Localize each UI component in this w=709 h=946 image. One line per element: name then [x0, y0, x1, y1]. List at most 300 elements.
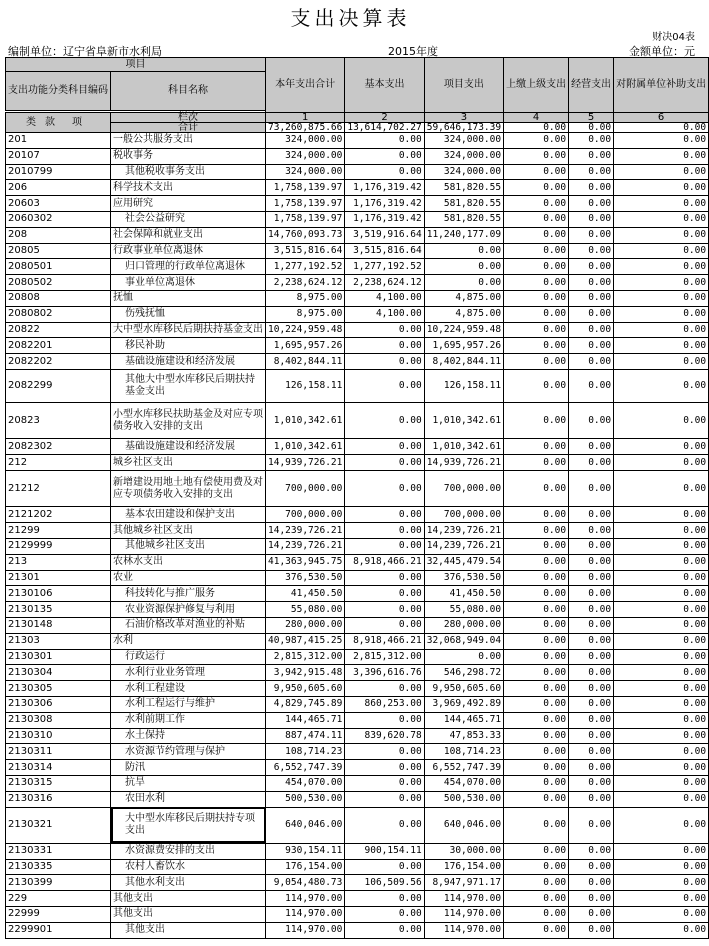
row-value-col5[interactable]: 0.00: [569, 369, 614, 402]
row-value-col1[interactable]: 114,970.00: [266, 891, 345, 907]
row-value-col4[interactable]: 0.00: [504, 712, 569, 728]
row-value-col3[interactable]: 640,046.00: [424, 807, 503, 843]
row-name-cell[interactable]: 农业: [111, 570, 266, 586]
row-code-cell[interactable]: 2130306: [6, 696, 111, 712]
row-value-col1[interactable]: 126,158.11: [266, 369, 345, 402]
row-value-col1[interactable]: 1,277,192.52: [266, 259, 345, 275]
row-value-col5[interactable]: 0.00: [569, 275, 614, 291]
row-value-col1[interactable]: 700,000.00: [266, 471, 345, 507]
row-code-cell[interactable]: 2130331: [6, 843, 111, 859]
header-col2[interactable]: 基本支出: [345, 58, 424, 113]
row-value-col4[interactable]: 0.00: [504, 586, 569, 602]
row-value-col3[interactable]: 0.00: [424, 243, 503, 259]
row-code-cell[interactable]: 2130135: [6, 602, 111, 618]
row-value-col6[interactable]: 0.00: [614, 322, 709, 338]
row-value-col1[interactable]: 41,450.50: [266, 586, 345, 602]
row-value-col1[interactable]: 454,070.00: [266, 775, 345, 791]
total-col2[interactable]: 13,614,702.27: [345, 123, 424, 133]
row-value-col4[interactable]: 0.00: [504, 471, 569, 507]
row-value-col6[interactable]: 0.00: [614, 554, 709, 570]
row-code-cell[interactable]: 2130305: [6, 681, 111, 697]
row-value-col2[interactable]: 0.00: [345, 907, 424, 923]
row-code-cell[interactable]: 208: [6, 227, 111, 243]
row-name-cell[interactable]: 水土保持: [111, 728, 266, 744]
row-value-col6[interactable]: 0.00: [614, 507, 709, 523]
header-subject-name[interactable]: 科目名称: [111, 72, 266, 111]
row-value-col4[interactable]: 0.00: [504, 338, 569, 354]
row-value-col4[interactable]: 0.00: [504, 523, 569, 539]
row-code-cell[interactable]: 21303: [6, 633, 111, 649]
row-name-cell[interactable]: 水资源节约管理与保护: [111, 744, 266, 760]
row-value-col5[interactable]: 0.00: [569, 290, 614, 306]
row-value-col1[interactable]: 6,552,747.39: [266, 760, 345, 776]
row-code-cell[interactable]: 2130316: [6, 791, 111, 807]
row-code-cell[interactable]: 2130301: [6, 649, 111, 665]
row-value-col4[interactable]: 0.00: [504, 133, 569, 149]
row-value-col6[interactable]: 0.00: [614, 354, 709, 370]
row-value-col2[interactable]: 0.00: [345, 922, 424, 938]
row-value-col3[interactable]: 108,714.23: [424, 744, 503, 760]
row-code-cell[interactable]: 21212: [6, 471, 111, 507]
row-value-col4[interactable]: 0.00: [504, 922, 569, 938]
row-value-col1[interactable]: 9,054,480.73: [266, 875, 345, 891]
row-value-col3[interactable]: 0.00: [424, 259, 503, 275]
row-value-col4[interactable]: 0.00: [504, 354, 569, 370]
row-name-cell[interactable]: 城乡社区支出: [111, 455, 266, 471]
row-value-col1[interactable]: 14,239,726.21: [266, 538, 345, 554]
row-value-col2[interactable]: 8,918,466.21: [345, 554, 424, 570]
row-value-col5[interactable]: 0.00: [569, 602, 614, 618]
row-value-col1[interactable]: 324,000.00: [266, 164, 345, 180]
row-name-cell[interactable]: 小型水库移民扶助基金及对应专项债务收入安排的支出: [111, 403, 266, 439]
row-value-col6[interactable]: 0.00: [614, 617, 709, 633]
header-n3[interactable]: 3: [424, 113, 503, 123]
row-value-col6[interactable]: 0.00: [614, 259, 709, 275]
header-col3[interactable]: 项目支出: [424, 58, 503, 113]
header-project[interactable]: 项目: [6, 58, 266, 72]
row-value-col1[interactable]: 1,010,342.61: [266, 403, 345, 439]
row-value-col6[interactable]: 0.00: [614, 907, 709, 923]
row-value-col3[interactable]: 4,875.00: [424, 290, 503, 306]
row-value-col3[interactable]: 454,070.00: [424, 775, 503, 791]
row-value-col3[interactable]: 0.00: [424, 649, 503, 665]
header-col6[interactable]: 对附属单位补助支出: [614, 58, 709, 113]
row-value-col6[interactable]: 0.00: [614, 196, 709, 212]
row-value-col3[interactable]: 144,465.71: [424, 712, 503, 728]
row-value-col3[interactable]: 324,000.00: [424, 148, 503, 164]
row-name-cell[interactable]: 防汛: [111, 760, 266, 776]
row-name-cell[interactable]: 石油价格改革对渔业的补贴: [111, 617, 266, 633]
row-value-col4[interactable]: 0.00: [504, 196, 569, 212]
row-value-col1[interactable]: 4,829,745.89: [266, 696, 345, 712]
row-value-col5[interactable]: 0.00: [569, 148, 614, 164]
row-value-col6[interactable]: 0.00: [614, 728, 709, 744]
row-value-col6[interactable]: 0.00: [614, 148, 709, 164]
row-value-col5[interactable]: 0.00: [569, 354, 614, 370]
row-value-col2[interactable]: 106,509.56: [345, 875, 424, 891]
row-value-col4[interactable]: 0.00: [504, 290, 569, 306]
row-code-cell[interactable]: 2130310: [6, 728, 111, 744]
row-value-col2[interactable]: 4,100.00: [345, 290, 424, 306]
row-name-cell[interactable]: 行政事业单位离退休: [111, 243, 266, 259]
row-value-col1[interactable]: 114,970.00: [266, 922, 345, 938]
row-name-cell[interactable]: 水利工程运行与维护: [111, 696, 266, 712]
row-value-col4[interactable]: 0.00: [504, 681, 569, 697]
row-name-cell[interactable]: 大中型水库移民后期扶持基金支出: [111, 322, 266, 338]
row-name-cell[interactable]: 抚恤: [111, 290, 266, 306]
row-value-col3[interactable]: 324,000.00: [424, 164, 503, 180]
row-value-col3[interactable]: 8,402,844.11: [424, 354, 503, 370]
row-value-col2[interactable]: 0.00: [345, 586, 424, 602]
row-value-col5[interactable]: 0.00: [569, 322, 614, 338]
row-value-col1[interactable]: 324,000.00: [266, 133, 345, 149]
row-value-col6[interactable]: 0.00: [614, 164, 709, 180]
row-value-col5[interactable]: 0.00: [569, 681, 614, 697]
row-value-col6[interactable]: 0.00: [614, 843, 709, 859]
total-col1[interactable]: 73,260,875.66: [266, 123, 345, 133]
row-value-col2[interactable]: 0.00: [345, 523, 424, 539]
row-value-col2[interactable]: 1,176,319.42: [345, 180, 424, 196]
row-value-col4[interactable]: 0.00: [504, 180, 569, 196]
row-value-col2[interactable]: 0.00: [345, 859, 424, 875]
row-name-cell[interactable]: 科学技术支出: [111, 180, 266, 196]
row-value-col2[interactable]: 0.00: [345, 681, 424, 697]
row-name-cell[interactable]: 税收事务: [111, 148, 266, 164]
row-value-col5[interactable]: 0.00: [569, 471, 614, 507]
row-code-cell[interactable]: 2080502: [6, 275, 111, 291]
row-name-cell[interactable]: 基础设施建设和经济发展: [111, 354, 266, 370]
row-value-col5[interactable]: 0.00: [569, 907, 614, 923]
row-value-col1[interactable]: 2,815,312.00: [266, 649, 345, 665]
row-value-col6[interactable]: 0.00: [614, 133, 709, 149]
row-code-cell[interactable]: 2129999: [6, 538, 111, 554]
row-value-col1[interactable]: 144,465.71: [266, 712, 345, 728]
row-name-cell[interactable]: 基础设施建设和经济发展: [111, 439, 266, 455]
row-value-col3[interactable]: 4,875.00: [424, 306, 503, 322]
row-code-cell[interactable]: 2130106: [6, 586, 111, 602]
row-value-col1[interactable]: 700,000.00: [266, 507, 345, 523]
row-value-col3[interactable]: 47,853.33: [424, 728, 503, 744]
row-value-col5[interactable]: 0.00: [569, 791, 614, 807]
row-code-cell[interactable]: 21301: [6, 570, 111, 586]
row-value-col3[interactable]: 14,239,726.21: [424, 538, 503, 554]
row-value-col5[interactable]: 0.00: [569, 180, 614, 196]
row-value-col3[interactable]: 1,010,342.61: [424, 439, 503, 455]
row-value-col4[interactable]: 0.00: [504, 211, 569, 227]
row-name-cell[interactable]: 抗旱: [111, 775, 266, 791]
row-value-col2[interactable]: 0.00: [345, 760, 424, 776]
row-name-cell[interactable]: 基本农田建设和保护支出: [111, 507, 266, 523]
row-value-col6[interactable]: 0.00: [614, 538, 709, 554]
row-value-col3[interactable]: 8,947,971.17: [424, 875, 503, 891]
row-value-col2[interactable]: 1,176,319.42: [345, 211, 424, 227]
row-value-col1[interactable]: 1,758,139.97: [266, 180, 345, 196]
row-value-col2[interactable]: 839,620.78: [345, 728, 424, 744]
row-value-col5[interactable]: 0.00: [569, 554, 614, 570]
row-value-col1[interactable]: 40,987,415.25: [266, 633, 345, 649]
row-name-cell[interactable]: 伤残抚恤: [111, 306, 266, 322]
row-value-col5[interactable]: 0.00: [569, 586, 614, 602]
row-value-col2[interactable]: 0.00: [345, 455, 424, 471]
row-name-cell[interactable]: 大中型水库移民后期扶持专项支出: [111, 807, 266, 843]
row-name-cell[interactable]: 应用研究: [111, 196, 266, 212]
row-value-col5[interactable]: 0.00: [569, 243, 614, 259]
row-name-cell[interactable]: 水利工程建设: [111, 681, 266, 697]
row-value-col2[interactable]: 0.00: [345, 439, 424, 455]
row-value-col1[interactable]: 930,154.11: [266, 843, 345, 859]
row-name-cell[interactable]: 新增建设用地土地有偿使用费及对应专项债务收入安排的支出: [111, 471, 266, 507]
row-code-cell[interactable]: 2130314: [6, 760, 111, 776]
row-code-cell[interactable]: 22999: [6, 907, 111, 923]
row-value-col5[interactable]: 0.00: [569, 338, 614, 354]
row-value-col4[interactable]: 0.00: [504, 859, 569, 875]
row-name-cell[interactable]: 水利前期工作: [111, 712, 266, 728]
row-code-cell[interactable]: 212: [6, 455, 111, 471]
row-name-cell[interactable]: 农田水利: [111, 791, 266, 807]
row-value-col6[interactable]: 0.00: [614, 211, 709, 227]
row-value-col3[interactable]: 126,158.11: [424, 369, 503, 402]
row-code-cell[interactable]: 2010799: [6, 164, 111, 180]
row-code-cell[interactable]: 2082302: [6, 439, 111, 455]
row-value-col2[interactable]: 0.00: [345, 791, 424, 807]
row-value-col4[interactable]: 0.00: [504, 602, 569, 618]
row-code-cell[interactable]: 2130335: [6, 859, 111, 875]
row-value-col4[interactable]: 0.00: [504, 891, 569, 907]
row-value-col5[interactable]: 0.00: [569, 891, 614, 907]
row-value-col5[interactable]: 0.00: [569, 523, 614, 539]
row-value-col4[interactable]: 0.00: [504, 907, 569, 923]
row-value-col1[interactable]: 8,975.00: [266, 306, 345, 322]
row-value-col2[interactable]: 0.00: [345, 538, 424, 554]
row-value-col4[interactable]: 0.00: [504, 649, 569, 665]
row-value-col1[interactable]: 3,942,915.48: [266, 665, 345, 681]
row-code-cell[interactable]: 2060302: [6, 211, 111, 227]
row-code-cell[interactable]: 206: [6, 180, 111, 196]
header-col-row[interactable]: 栏次: [111, 113, 266, 123]
row-value-col1[interactable]: 8,402,844.11: [266, 354, 345, 370]
row-code-cell[interactable]: 20107: [6, 148, 111, 164]
row-value-col5[interactable]: 0.00: [569, 211, 614, 227]
row-value-col2[interactable]: 0.00: [345, 338, 424, 354]
row-value-col4[interactable]: 0.00: [504, 570, 569, 586]
row-value-col1[interactable]: 14,939,726.21: [266, 455, 345, 471]
row-value-col4[interactable]: 0.00: [504, 760, 569, 776]
row-value-col2[interactable]: 0.00: [345, 891, 424, 907]
row-value-col2[interactable]: 0.00: [345, 164, 424, 180]
row-value-col3[interactable]: 324,000.00: [424, 133, 503, 149]
row-code-cell[interactable]: 20805: [6, 243, 111, 259]
row-value-col5[interactable]: 0.00: [569, 259, 614, 275]
row-name-cell[interactable]: 水资源费安排的支出: [111, 843, 266, 859]
row-value-col6[interactable]: 0.00: [614, 275, 709, 291]
row-value-col1[interactable]: 41,363,945.75: [266, 554, 345, 570]
row-value-col6[interactable]: 0.00: [614, 775, 709, 791]
row-value-col6[interactable]: 0.00: [614, 338, 709, 354]
row-value-col1[interactable]: 500,530.00: [266, 791, 345, 807]
row-value-col6[interactable]: 0.00: [614, 891, 709, 907]
row-value-col2[interactable]: 8,918,466.21: [345, 633, 424, 649]
row-name-cell[interactable]: 事业单位离退休: [111, 275, 266, 291]
row-value-col5[interactable]: 0.00: [569, 875, 614, 891]
row-value-col4[interactable]: 0.00: [504, 455, 569, 471]
row-value-col4[interactable]: 0.00: [504, 369, 569, 402]
row-name-cell[interactable]: 归口管理的行政单位离退休: [111, 259, 266, 275]
row-value-col5[interactable]: 0.00: [569, 744, 614, 760]
row-value-col4[interactable]: 0.00: [504, 148, 569, 164]
row-value-col1[interactable]: 376,530.50: [266, 570, 345, 586]
row-name-cell[interactable]: 其他大中型水库移民后期扶持基金支出: [111, 369, 266, 402]
row-value-col1[interactable]: 176,154.00: [266, 859, 345, 875]
header-col4[interactable]: 上缴上级支出: [504, 58, 569, 113]
row-value-col5[interactable]: 0.00: [569, 538, 614, 554]
row-value-col5[interactable]: 0.00: [569, 227, 614, 243]
row-value-col6[interactable]: 0.00: [614, 369, 709, 402]
row-value-col4[interactable]: 0.00: [504, 275, 569, 291]
row-value-col1[interactable]: 10,224,959.48: [266, 322, 345, 338]
row-value-col6[interactable]: 0.00: [614, 649, 709, 665]
row-value-col6[interactable]: 0.00: [614, 403, 709, 439]
row-code-cell[interactable]: 229: [6, 891, 111, 907]
row-value-col5[interactable]: 0.00: [569, 633, 614, 649]
row-value-col6[interactable]: 0.00: [614, 744, 709, 760]
row-value-col4[interactable]: 0.00: [504, 843, 569, 859]
row-code-cell[interactable]: 2130315: [6, 775, 111, 791]
row-name-cell[interactable]: 其他水利支出: [111, 875, 266, 891]
row-value-col6[interactable]: 0.00: [614, 290, 709, 306]
row-value-col1[interactable]: 3,515,816.64: [266, 243, 345, 259]
row-value-col3[interactable]: 10,224,959.48: [424, 322, 503, 338]
row-value-col3[interactable]: 3,969,492.89: [424, 696, 503, 712]
row-value-col4[interactable]: 0.00: [504, 507, 569, 523]
header-n1[interactable]: 1: [266, 113, 345, 123]
row-value-col5[interactable]: 0.00: [569, 843, 614, 859]
row-name-cell[interactable]: 其他支出: [111, 922, 266, 938]
row-value-col4[interactable]: 0.00: [504, 164, 569, 180]
row-value-col6[interactable]: 0.00: [614, 696, 709, 712]
row-value-col2[interactable]: 0.00: [345, 403, 424, 439]
row-value-col4[interactable]: 0.00: [504, 227, 569, 243]
row-value-col5[interactable]: 0.00: [569, 665, 614, 681]
row-code-cell[interactable]: 20822: [6, 322, 111, 338]
row-value-col2[interactable]: 0.00: [345, 507, 424, 523]
row-value-col1[interactable]: 14,239,726.21: [266, 523, 345, 539]
row-value-col3[interactable]: 9,950,605.60: [424, 681, 503, 697]
row-value-col2[interactable]: 2,238,624.12: [345, 275, 424, 291]
row-value-col4[interactable]: 0.00: [504, 875, 569, 891]
row-value-col5[interactable]: 0.00: [569, 728, 614, 744]
row-value-col3[interactable]: 14,239,726.21: [424, 523, 503, 539]
row-value-col3[interactable]: 32,445,479.54: [424, 554, 503, 570]
row-value-col5[interactable]: 0.00: [569, 807, 614, 843]
row-value-col4[interactable]: 0.00: [504, 322, 569, 338]
row-value-col6[interactable]: 0.00: [614, 859, 709, 875]
row-value-col3[interactable]: 1,010,342.61: [424, 403, 503, 439]
row-value-col5[interactable]: 0.00: [569, 133, 614, 149]
row-value-col6[interactable]: 0.00: [614, 306, 709, 322]
row-code-cell[interactable]: 20823: [6, 403, 111, 439]
row-value-col4[interactable]: 0.00: [504, 744, 569, 760]
row-value-col6[interactable]: 0.00: [614, 602, 709, 618]
row-value-col2[interactable]: 860,253.00: [345, 696, 424, 712]
row-value-col3[interactable]: 176,154.00: [424, 859, 503, 875]
row-value-col2[interactable]: 0.00: [345, 744, 424, 760]
row-value-col2[interactable]: 900,154.11: [345, 843, 424, 859]
row-name-cell[interactable]: 农村人畜饮水: [111, 859, 266, 875]
row-value-col2[interactable]: 0.00: [345, 712, 424, 728]
row-value-col3[interactable]: 546,298.72: [424, 665, 503, 681]
row-value-col5[interactable]: 0.00: [569, 617, 614, 633]
row-value-col6[interactable]: 0.00: [614, 570, 709, 586]
row-value-col2[interactable]: 3,396,616.76: [345, 665, 424, 681]
header-n6[interactable]: 6: [614, 113, 709, 123]
row-value-col3[interactable]: 280,000.00: [424, 617, 503, 633]
row-value-col6[interactable]: 0.00: [614, 665, 709, 681]
header-n4[interactable]: 4: [504, 113, 569, 123]
row-value-col3[interactable]: 581,820.55: [424, 196, 503, 212]
row-code-cell[interactable]: 2130308: [6, 712, 111, 728]
row-value-col4[interactable]: 0.00: [504, 538, 569, 554]
total-col4[interactable]: 0.00: [504, 123, 569, 133]
row-value-col5[interactable]: 0.00: [569, 859, 614, 875]
row-value-col6[interactable]: 0.00: [614, 681, 709, 697]
row-value-col4[interactable]: 0.00: [504, 617, 569, 633]
row-value-col3[interactable]: 700,000.00: [424, 507, 503, 523]
row-value-col6[interactable]: 0.00: [614, 455, 709, 471]
row-value-col3[interactable]: 581,820.55: [424, 211, 503, 227]
row-value-col1[interactable]: 887,474.11: [266, 728, 345, 744]
row-value-col3[interactable]: 581,820.55: [424, 180, 503, 196]
row-code-cell[interactable]: 2130304: [6, 665, 111, 681]
row-code-cell[interactable]: 2082202: [6, 354, 111, 370]
row-value-col5[interactable]: 0.00: [569, 712, 614, 728]
row-name-cell[interactable]: 移民补助: [111, 338, 266, 354]
row-value-col2[interactable]: 2,815,312.00: [345, 649, 424, 665]
row-value-col6[interactable]: 0.00: [614, 633, 709, 649]
row-name-cell[interactable]: 其他城乡社区支出: [111, 523, 266, 539]
row-value-col1[interactable]: 1,758,139.97: [266, 211, 345, 227]
row-name-cell[interactable]: 其他税收事务支出: [111, 164, 266, 180]
row-value-col6[interactable]: 0.00: [614, 471, 709, 507]
row-value-col1[interactable]: 324,000.00: [266, 148, 345, 164]
row-value-col1[interactable]: 1,695,957.26: [266, 338, 345, 354]
header-col5[interactable]: 经营支出: [569, 58, 614, 113]
row-value-col6[interactable]: 0.00: [614, 439, 709, 455]
row-value-col3[interactable]: 700,000.00: [424, 471, 503, 507]
row-value-col5[interactable]: 0.00: [569, 760, 614, 776]
row-value-col5[interactable]: 0.00: [569, 455, 614, 471]
row-value-col5[interactable]: 0.00: [569, 196, 614, 212]
row-value-col1[interactable]: 8,975.00: [266, 290, 345, 306]
header-n2[interactable]: 2: [345, 113, 424, 123]
row-value-col3[interactable]: 32,068,949.04: [424, 633, 503, 649]
row-value-col2[interactable]: 1,277,192.52: [345, 259, 424, 275]
row-value-col5[interactable]: 0.00: [569, 649, 614, 665]
row-value-col2[interactable]: 0.00: [345, 570, 424, 586]
row-value-col5[interactable]: 0.00: [569, 922, 614, 938]
row-value-col2[interactable]: 0.00: [345, 322, 424, 338]
row-value-col5[interactable]: 0.00: [569, 696, 614, 712]
row-code-cell[interactable]: 2080802: [6, 306, 111, 322]
row-value-col1[interactable]: 2,238,624.12: [266, 275, 345, 291]
total-col3[interactable]: 59,646,173.39: [424, 123, 503, 133]
row-value-col5[interactable]: 0.00: [569, 164, 614, 180]
row-code-cell[interactable]: 20808: [6, 290, 111, 306]
row-code-cell[interactable]: 20603: [6, 196, 111, 212]
row-code-cell[interactable]: 201: [6, 133, 111, 149]
row-value-col6[interactable]: 0.00: [614, 180, 709, 196]
row-value-col2[interactable]: 0.00: [345, 602, 424, 618]
row-value-col3[interactable]: 30,000.00: [424, 843, 503, 859]
